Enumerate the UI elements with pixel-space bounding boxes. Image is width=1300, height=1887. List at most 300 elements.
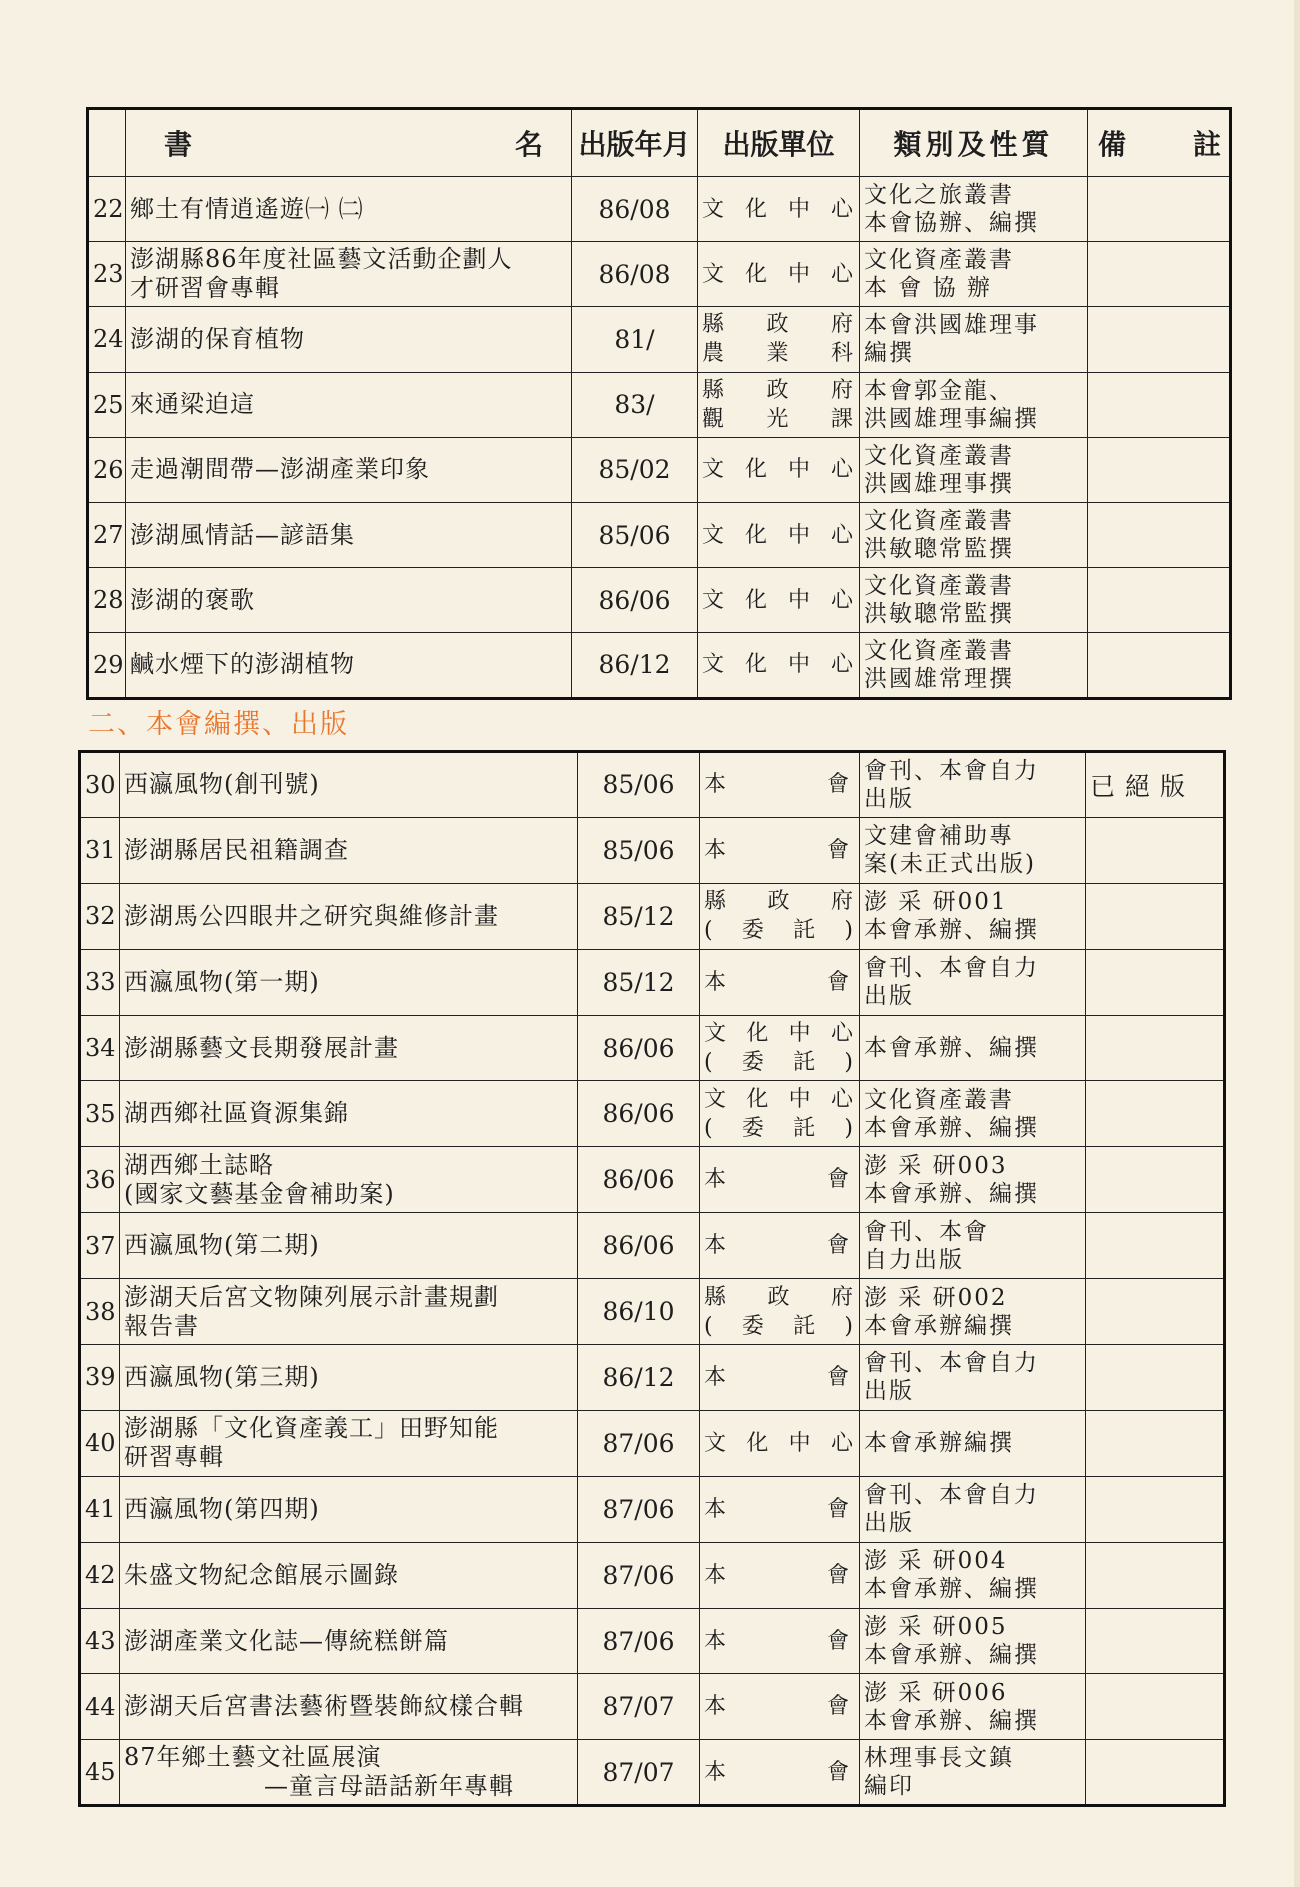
category-nature-line: 澎 采 研004 (864, 1548, 1008, 1575)
table-row (80, 752, 1225, 818)
row-number: 43 (80, 1608, 120, 1674)
book-title-line: 西瀛風物(第四期) (124, 1494, 320, 1523)
book-title (126, 242, 572, 307)
table-header-row (88, 109, 1231, 177)
publisher-unit-line: (委託) (704, 1050, 855, 1075)
row-number: 27 (88, 502, 126, 567)
publisher-unit-char: 本 (704, 1233, 729, 1259)
row-number: 23 (88, 242, 126, 307)
category-nature-line: 本會承辦、編撰 (864, 917, 1039, 944)
publisher-unit-line: (委託) (704, 1313, 855, 1339)
publisher-unit-line: 文化中心 (704, 1021, 855, 1046)
publisher-unit (700, 1213, 860, 1279)
category-nature-line: 文化資產叢書 (864, 1086, 1014, 1113)
table-row (80, 1410, 1225, 1476)
category-nature-line: 本會承辦、編撰 (864, 1642, 1039, 1669)
book-title-line: 湖西鄉土誌略 (124, 1150, 274, 1179)
publisher-unit (700, 752, 860, 818)
book-title-line: —童言母語話新年專輯 (264, 1772, 514, 1801)
book-title (126, 633, 572, 698)
row-number: 22 (88, 177, 126, 242)
remarks (1088, 242, 1231, 307)
category-nature-line: 文化資產叢書 (864, 508, 1014, 535)
category-nature-line: 會刊、本會 (864, 1218, 989, 1245)
category-nature-line: 洪敏聰常監撰 (864, 536, 1014, 563)
category-nature-line: 澎 采 研006 (864, 1679, 1008, 1706)
book-title (120, 1410, 578, 1476)
remarks (1088, 372, 1231, 437)
category-nature-line: 會刊、本會自力 (864, 1350, 1039, 1377)
book-title-line: 澎湖產業文化誌—傳統糕餅篇 (124, 1626, 449, 1655)
book-title-line: 87年鄉土藝文社區展演 (124, 1743, 382, 1772)
remarks (1086, 1740, 1225, 1806)
publisher-unit (698, 502, 860, 567)
book-title-line: 西瀛風物(第一期) (124, 967, 320, 996)
publisher-unit-char: 會 (826, 772, 851, 798)
category-nature (860, 1674, 1086, 1740)
category-nature-line: 編撰 (864, 340, 914, 367)
book-title-line: 西瀛風物(創刊號) (124, 770, 320, 799)
remarks (1088, 177, 1231, 242)
book-title-line: 澎湖的褒歌 (130, 585, 255, 614)
category-nature-line: 本會承辦、編撰 (864, 1707, 1039, 1734)
category-nature-line: 自力出版 (864, 1246, 964, 1273)
category-nature-line: 出版 (864, 1378, 914, 1405)
category-nature (860, 568, 1088, 633)
publisher-unit (700, 883, 860, 949)
publisher-unit-char: 本 (704, 1496, 729, 1522)
category-nature (860, 502, 1088, 567)
publisher-unit-line: 文化中心 (702, 587, 855, 613)
book-title-line: 才研習會專輯 (130, 274, 280, 303)
book-title (120, 883, 578, 949)
page-edge (1294, 0, 1300, 1887)
category-nature (860, 1015, 1086, 1081)
remarks (1086, 1147, 1225, 1213)
book-title-line: 西瀛風物(第三期) (124, 1362, 320, 1391)
row-number: 45 (80, 1740, 120, 1806)
table-row (80, 949, 1225, 1015)
category-nature (860, 949, 1086, 1015)
table-row (80, 1674, 1225, 1740)
category-nature-line: 文化資產叢書 (864, 442, 1014, 469)
table-row (80, 1015, 1225, 1081)
book-title (120, 752, 578, 818)
book-title-line: 朱盛文物紀念館展示圖錄 (124, 1560, 399, 1589)
row-number: 44 (80, 1674, 120, 1740)
category-nature (860, 242, 1088, 307)
table-row (80, 1740, 1225, 1806)
publisher-unit-line: 觀光課 (702, 406, 855, 432)
row-number: 26 (88, 437, 126, 502)
table-row (88, 307, 1231, 372)
category-nature-line: 編印 (864, 1773, 914, 1800)
table-row (88, 372, 1231, 437)
category-nature (860, 883, 1086, 949)
publish-date: 87/07 (578, 1740, 700, 1806)
row-number: 40 (80, 1410, 120, 1476)
category-nature (860, 1476, 1086, 1542)
table-row (88, 242, 1231, 307)
publisher-unit-char: 會 (826, 1562, 851, 1588)
book-title (120, 1015, 578, 1081)
book-title (120, 1674, 578, 1740)
remarks (1088, 502, 1231, 567)
book-title (120, 1608, 578, 1674)
category-nature-line: 本會承辦、編撰 (864, 1114, 1039, 1141)
book-title-line: 澎湖的保育植物 (130, 324, 305, 353)
category-nature (860, 437, 1088, 502)
publish-date: 86/12 (572, 633, 698, 698)
publisher-unit-line: 縣政府 (702, 377, 855, 403)
publisher-unit-char: 會 (826, 1628, 851, 1654)
book-title (126, 372, 572, 437)
book-title-line: 澎湖縣居民祖籍調查 (124, 835, 349, 864)
publisher-unit-char: 會 (826, 1233, 851, 1259)
category-nature (860, 1279, 1086, 1345)
header-num-cell (88, 109, 126, 177)
publisher-unit-char: 本 (704, 969, 729, 995)
category-nature-line: 本 會 協 辦 (864, 275, 992, 302)
book-title (120, 1740, 578, 1806)
category-nature-line: 洪國雄理事撰 (864, 470, 1014, 497)
book-title-line: 澎湖縣藝文長期發展計畫 (124, 1033, 399, 1062)
book-title-line: 澎湖天后宮書法藝術暨裝飾紋樣合輯 (124, 1692, 524, 1721)
publisher-unit (700, 817, 860, 883)
remarks (1088, 568, 1231, 633)
book-title-line: 研習專輯 (124, 1443, 224, 1472)
publisher-unit-char: 本 (704, 1759, 729, 1785)
row-number: 37 (80, 1213, 120, 1279)
publisher-unit-line: 縣政府 (704, 1284, 855, 1310)
publisher-unit (698, 177, 860, 242)
publisher-unit-line (704, 1165, 855, 1194)
remarks (1086, 1081, 1225, 1147)
publisher-unit-char: 會 (826, 1167, 851, 1193)
book-title-line: 澎湖天后宮文物陳列展示計畫規劃 (124, 1282, 499, 1311)
header-note (1088, 109, 1231, 177)
category-nature (860, 1410, 1086, 1476)
publisher-unit (700, 1410, 860, 1476)
remarks (1088, 307, 1231, 372)
table-row (80, 883, 1225, 949)
category-nature-line: 文化資產叢書 (864, 247, 1014, 274)
row-number: 28 (88, 568, 126, 633)
publisher-unit (700, 1542, 860, 1608)
publisher-unit (700, 1147, 860, 1213)
publisher-unit-line (704, 1231, 855, 1260)
publish-date: 85/12 (578, 883, 700, 949)
book-title-line: 西瀛風物(第二期) (124, 1231, 320, 1260)
remarks (1086, 883, 1225, 949)
publisher-unit-line (704, 1363, 855, 1392)
category-nature-line: 本會承辦、編撰 (864, 1576, 1039, 1603)
publisher-unit (700, 1081, 860, 1147)
row-number: 33 (80, 949, 120, 1015)
row-number: 31 (80, 817, 120, 883)
remarks (1086, 1213, 1225, 1279)
category-nature-line: 文化資產叢書 (864, 573, 1014, 600)
header-kind: 類別及性質 (860, 109, 1088, 177)
publish-date: 87/06 (578, 1476, 700, 1542)
publisher-unit (698, 437, 860, 502)
category-nature-line: 林理事長文鎮 (864, 1745, 1014, 1772)
publisher-unit-char: 會 (826, 1364, 851, 1390)
book-title (120, 1345, 578, 1411)
table-row (80, 1081, 1225, 1147)
table-row (88, 177, 1231, 242)
publisher-unit-line (704, 1561, 855, 1590)
publication-table-2 (78, 750, 1226, 1807)
category-nature-line: 案(未正式出版) (864, 851, 1036, 878)
book-title-line: 鄉土有情逍遙遊㈠ ㈡ (130, 194, 364, 223)
book-title-line: 鹹水煙下的澎湖植物 (130, 650, 355, 679)
book-title (120, 1147, 578, 1213)
category-nature-line: 出版 (864, 785, 914, 812)
header-title (126, 109, 572, 177)
table-row (80, 1476, 1225, 1542)
remarks (1086, 1542, 1225, 1608)
publisher-unit (698, 568, 860, 633)
publish-date: 86/06 (572, 568, 698, 633)
publisher-unit-line (704, 1758, 855, 1787)
row-number: 42 (80, 1542, 120, 1608)
publisher-unit-char: 本 (704, 1628, 729, 1654)
category-nature-line: 洪敏聰常監撰 (864, 601, 1014, 628)
remarks (1086, 949, 1225, 1015)
publisher-unit-line: 文化中心 (702, 652, 855, 678)
publish-date: 85/12 (578, 949, 700, 1015)
category-nature (860, 633, 1088, 698)
book-title-line: 澎湖風情話—諺語集 (130, 520, 355, 549)
book-title (126, 502, 572, 567)
category-nature-line: 洪國雄理事編撰 (864, 405, 1039, 432)
category-nature-line: 出版 (864, 1510, 914, 1537)
category-nature-line: 文化之旅叢書 (864, 182, 1014, 209)
book-title (120, 817, 578, 883)
publisher-unit-line: 文化中心 (702, 457, 855, 483)
header-note-right: 註 (1192, 128, 1221, 161)
category-nature-line: 澎 采 研005 (864, 1614, 1008, 1641)
category-nature-line: 洪國雄常理撰 (864, 665, 1014, 692)
category-nature-line: 本會承辦編撰 (864, 1430, 1014, 1457)
publisher-unit-line (704, 1692, 855, 1721)
table-row (88, 437, 1231, 502)
publish-date: 87/06 (578, 1410, 700, 1476)
publisher-unit-char: 本 (704, 1694, 729, 1720)
table-row (88, 502, 1231, 567)
category-nature (860, 1081, 1086, 1147)
publish-date: 85/02 (572, 437, 698, 502)
book-title (126, 437, 572, 502)
publisher-unit-line: (委託) (704, 1115, 855, 1141)
publisher-unit-char: 本 (704, 1562, 729, 1588)
book-title (120, 1542, 578, 1608)
remarks (1088, 437, 1231, 502)
remarks (1086, 1608, 1225, 1674)
publisher-unit-char: 會 (826, 1496, 851, 1522)
remarks: 已絕版 (1086, 752, 1225, 818)
publisher-unit-char: 本 (704, 837, 729, 863)
book-title-line: 湖西鄉社區資源集錦 (124, 1099, 349, 1128)
category-nature (860, 1147, 1086, 1213)
publisher-unit (700, 1015, 860, 1081)
remarks (1086, 1279, 1225, 1345)
remarks (1086, 1410, 1225, 1476)
book-title-line: 澎湖縣86年度社區藝文活動企劃人 (130, 245, 513, 274)
table-row (80, 1345, 1225, 1411)
publish-date: 86/06 (578, 1147, 700, 1213)
category-nature-line: 本會承辦、編撰 (864, 1035, 1039, 1061)
book-title (126, 568, 572, 633)
category-nature (860, 1542, 1086, 1608)
publisher-unit (700, 1608, 860, 1674)
table-row (88, 633, 1231, 698)
publisher-unit-line: (委託) (704, 918, 855, 944)
row-number: 35 (80, 1081, 120, 1147)
book-title (120, 1279, 578, 1345)
category-nature-line: 出版 (864, 983, 914, 1010)
header-title-left: 書 (164, 128, 193, 161)
publish-date: 86/08 (572, 242, 698, 307)
book-title-line: 澎湖馬公四眼井之研究與維修計畫 (124, 901, 499, 930)
category-nature-line: 本會承辦、編撰 (864, 1180, 1039, 1207)
remarks (1086, 1674, 1225, 1740)
category-nature (860, 1608, 1086, 1674)
category-nature (860, 307, 1088, 372)
book-title (120, 1213, 578, 1279)
table-row (80, 1542, 1225, 1608)
category-nature-line: 本會郭金龍、 (864, 377, 1014, 404)
publisher-unit-char: 會 (826, 1694, 851, 1720)
row-number: 24 (88, 307, 126, 372)
publisher-unit-char: 本 (704, 772, 729, 798)
row-number: 30 (80, 752, 120, 818)
category-nature-line: 本會協辦、編撰 (864, 210, 1039, 237)
category-nature (860, 817, 1086, 883)
category-nature-line: 文化資產叢書 (864, 637, 1014, 664)
table-row (80, 1213, 1225, 1279)
header-unit: 出版單位 (698, 109, 860, 177)
publish-date: 87/06 (578, 1542, 700, 1608)
book-title-line: 報告書 (124, 1311, 199, 1340)
row-number: 34 (80, 1015, 120, 1081)
publication-table-1 (86, 107, 1232, 700)
publisher-unit (700, 949, 860, 1015)
table-row (80, 1147, 1225, 1213)
publish-date: 86/12 (578, 1345, 700, 1411)
publisher-unit-line: 農業科 (702, 341, 855, 367)
row-number: 41 (80, 1476, 120, 1542)
publish-date: 87/06 (578, 1608, 700, 1674)
category-nature (860, 1213, 1086, 1279)
category-nature (860, 1345, 1086, 1411)
publisher-unit (698, 372, 860, 437)
publisher-unit-char: 會 (826, 1759, 851, 1785)
table-row (80, 817, 1225, 883)
book-title (120, 949, 578, 1015)
category-nature-line: 本會洪國雄理事 (864, 312, 1039, 339)
category-nature-line: 澎 采 研002 (864, 1284, 1008, 1311)
publisher-unit-line (704, 968, 855, 997)
publisher-unit-char: 會 (826, 837, 851, 863)
publisher-unit-line (704, 836, 855, 865)
publisher-unit-line: 縣政府 (704, 889, 855, 915)
category-nature-line: 本會承辦編撰 (864, 1312, 1014, 1339)
remarks (1088, 633, 1231, 698)
publisher-unit-char: 會 (826, 969, 851, 995)
publisher-unit-line: 文化中心 (704, 1430, 855, 1456)
book-title-line: 來通梁迫這 (130, 390, 255, 419)
publisher-unit-line: 文化中心 (702, 261, 855, 287)
category-nature (860, 1740, 1086, 1806)
row-number: 36 (80, 1147, 120, 1213)
publisher-unit-line (704, 1495, 855, 1524)
publish-date: 86/06 (578, 1015, 700, 1081)
category-nature-line: 文建會補助專 (864, 823, 1014, 850)
publisher-unit (700, 1674, 860, 1740)
remarks (1086, 1476, 1225, 1542)
publisher-unit (700, 1740, 860, 1806)
category-nature-line: 會刊、本會自力 (864, 757, 1039, 784)
row-number: 25 (88, 372, 126, 437)
row-number: 29 (88, 633, 126, 698)
book-title-line: (國家文藝基金會補助案) (124, 1179, 395, 1208)
publisher-unit-char: 本 (704, 1364, 729, 1390)
header-date: 出版年月 (572, 109, 698, 177)
remarks (1086, 1345, 1225, 1411)
publish-date: 85/06 (572, 502, 698, 567)
table-row (88, 568, 1231, 633)
category-nature (860, 177, 1088, 242)
publish-date: 86/06 (578, 1081, 700, 1147)
publisher-unit-line (704, 1627, 855, 1656)
category-nature (860, 752, 1086, 818)
category-nature-line: 澎 采 研001 (864, 889, 1008, 916)
publish-date: 85/06 (578, 752, 700, 818)
category-nature-line: 會刊、本會自力 (864, 1482, 1039, 1509)
table-row (80, 1279, 1225, 1345)
row-number: 39 (80, 1345, 120, 1411)
header-note-left: 備 (1098, 128, 1127, 161)
publisher-unit (698, 242, 860, 307)
publisher-unit-line: 文化中心 (702, 196, 855, 222)
publisher-unit-line (704, 770, 855, 799)
book-title-line: 澎湖縣「文化資產義工」田野知能 (124, 1414, 499, 1443)
publisher-unit (698, 633, 860, 698)
category-nature-line: 澎 采 研003 (864, 1152, 1008, 1179)
remarks (1086, 1015, 1225, 1081)
category-nature (860, 372, 1088, 437)
section-heading: 二、本會編撰、出版 (88, 709, 349, 740)
header-title-right: 名 (514, 128, 543, 161)
publish-date: 86/10 (578, 1279, 700, 1345)
publisher-unit (700, 1476, 860, 1542)
publisher-unit (700, 1345, 860, 1411)
remarks (1086, 817, 1225, 883)
publisher-unit-char: 本 (704, 1167, 729, 1193)
book-title (120, 1476, 578, 1542)
publisher-unit (698, 307, 860, 372)
publisher-unit-line: 文化中心 (704, 1086, 855, 1112)
book-title (120, 1081, 578, 1147)
publish-date: 85/06 (578, 817, 700, 883)
publisher-unit (700, 1279, 860, 1345)
book-title-line: 走過潮間帶—澎湖產業印象 (130, 455, 430, 484)
publish-date: 81/ (572, 307, 698, 372)
book-title (126, 307, 572, 372)
publisher-unit-line: 縣政府 (702, 312, 855, 338)
